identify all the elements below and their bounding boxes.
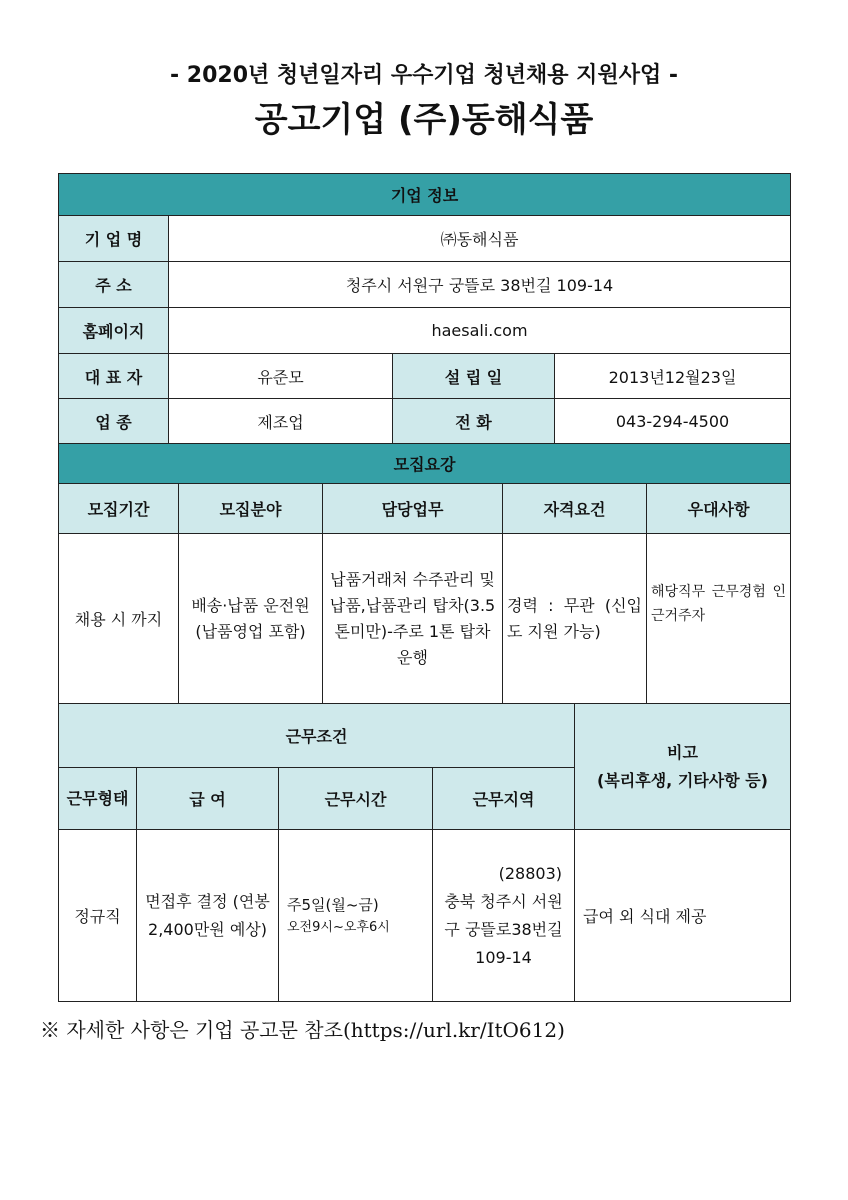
company-name-label: 기 업 명 [59,216,169,262]
ceo-label: 대 표 자 [59,354,169,399]
location-address: 충북 청주시 서원구 궁뜰로38번길 109-14 [444,891,563,967]
conditions-header-hours: 근무시간 [279,768,433,830]
conditions-header-location: 근무지역 [433,768,575,830]
employment-type: 정규직 [59,830,137,1002]
conditions-header-salary: 급 여 [137,768,279,830]
conditions-section-title: 근무조건 [59,704,575,768]
page-subtitle: - 2020년 청년일자리 우수기업 청년채용 지원사업 - [170,63,678,88]
founded-label: 설 립 일 [393,354,555,399]
location-zip: (28803) [498,863,563,883]
recruit-field: 배송·납품 운전원(납품영업 포함) [179,534,323,704]
hours-time: 오전9시~오후6시 [287,919,390,935]
address-label: 주 소 [59,262,169,308]
remarks-value: 급여 외 식대 제공 [575,830,791,1002]
recruit-period: 채용 시 까지 [59,534,179,704]
homepage-value[interactable]: haesali.com [169,308,791,354]
recruit-header-period: 모집기간 [59,484,179,534]
company-section-title: 기업 정보 [59,174,791,216]
remarks-header [575,704,791,830]
recruit-preference: 해당직무 근무경험 인근거주자 [647,534,791,704]
recruit-table [58,443,791,704]
hours-days: 주5일(월~금) [287,895,379,914]
industry-value: 제조업 [169,399,393,444]
recruit-header-preference: 우대사항 [647,484,791,534]
address-value: 청주시 서원구 궁뜰로 38번길 109-14 [169,262,791,308]
remarks-title: 비고 [667,742,698,762]
company-info-table [58,173,791,444]
ceo-value: 유준모 [169,354,393,399]
phone-label: 전 화 [393,399,555,444]
conditions-header-type: 근무형태 [59,768,137,830]
company-name-value: ㈜동해식품 [169,216,791,262]
salary-value: 면접후 결정 (연봉2,400만원 예상) [137,830,279,1002]
location-cell [433,830,575,1002]
page-title: 공고기업 (주)동해식품 [254,100,594,140]
footnote: ※ 자세한 사항은 기업 공고문 참조(https://url.kr/ItO612) [40,1018,565,1042]
homepage-label: 홈페이지 [59,308,169,354]
hours-cell [279,830,433,1002]
remarks-subtitle: (복리후생, 기타사항 등) [597,770,768,790]
recruit-header-qualification: 자격요건 [503,484,647,534]
recruit-section-title: 모집요강 [59,444,791,484]
recruit-header-duty: 담당업무 [323,484,503,534]
recruit-header-field: 모집분야 [179,484,323,534]
founded-value: 2013년12월23일 [555,354,791,399]
industry-label: 업 종 [59,399,169,444]
phone-value: 043-294-4500 [555,399,791,444]
conditions-table [58,703,791,1002]
recruit-qualification: 경력 : 무관 (신입도 지원 가능) [503,534,647,704]
recruit-duty: 납품거래처 수주관리 및 납품,납품관리 탑차(3.5톤미만)-주로 1톤 탑차 운행 [323,534,503,704]
